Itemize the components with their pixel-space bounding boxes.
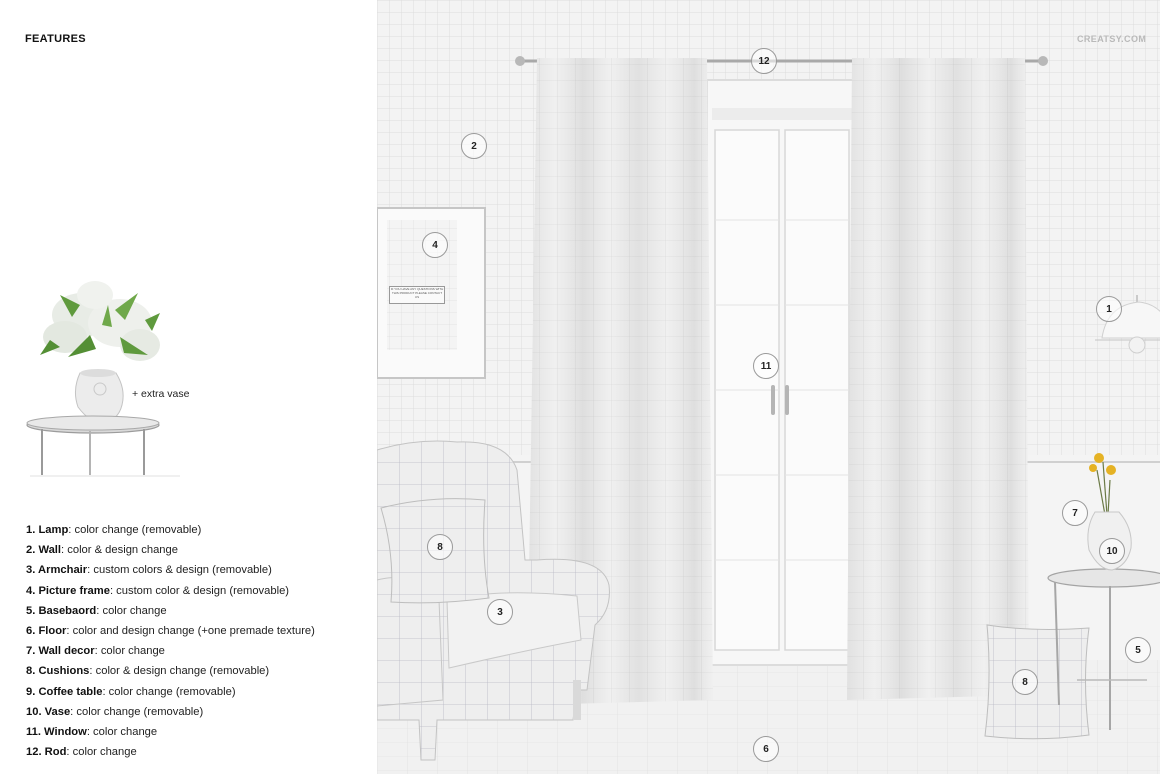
feature-item-armchair [26,560,315,580]
feature-desc: : custom colors & design (removable) [87,564,272,577]
features-title: FEATURES [25,33,86,45]
curtain-right [847,58,1029,700]
feature-name: 7. Wall decor [26,645,95,658]
feature-marker-rod: 12 [751,48,777,74]
feature-name: 12. Rod [26,746,67,759]
feature-desc: : color & design change (removable) [89,665,270,678]
feature-desc: : color change [66,746,137,759]
features-list [26,520,315,762]
feature-marker-window: 11 [753,353,779,379]
watermark: CREATSY.COM [1077,34,1147,44]
picture-frame-note: IF YOU HAVE ANY QUESTIONS WITH THIS PRODUCT PLEASE CONTACT US [389,286,445,304]
feature-desc: : color & design change [61,544,178,557]
feature-marker-picture-frame: 4 [422,232,448,258]
feature-marker-lamp: 1 [1096,296,1122,322]
feature-item-wall-decor [26,641,315,661]
feature-marker-floor: 6 [753,736,779,762]
vase [75,369,123,423]
feature-desc: : color change (removable) [70,705,204,718]
feature-item-coffee-table [26,682,315,702]
feature-name: 6. Floor [26,625,67,638]
feature-name: 4. Picture frame [26,584,110,597]
features-panel [0,0,377,774]
feature-name: 2. Wall [26,544,62,557]
feature-marker-wall: 2 [461,133,487,159]
room-illustration [377,0,1160,774]
feature-marker-baseboard: 5 [1125,637,1151,663]
extra-vase-label: + extra vase [132,388,190,400]
feature-name: 9. Coffee table [26,685,103,698]
feature-item-vase [26,702,315,722]
feature-name: 1. Lamp [26,524,69,536]
feature-desc: : color change (removable) [68,524,202,536]
feature-desc: : color change [94,645,165,658]
feature-item-cushions [26,661,315,681]
feature-name: 11. Window [26,726,87,739]
room-mockup-scene [377,0,1160,774]
feature-desc: : color and design change (+one premade texture) [66,625,315,638]
feature-name: 3. Armchair [26,564,88,577]
feature-marker-cushion-chair: 8 [427,534,453,560]
feature-item-wall [26,540,315,560]
side-table [27,416,180,476]
feature-item-lamp [26,520,315,540]
feature-desc: : color change [86,726,158,739]
extra-vase-illustration [20,265,190,480]
feature-marker-armchair: 3 [487,599,513,625]
feature-item-window [26,722,315,742]
feature-desc: : color change [96,604,167,617]
feature-item-baseboard [26,601,315,621]
lilac-bouquet [40,281,160,361]
feature-name: 10. Vase [26,705,71,718]
feature-item-floor [26,621,315,641]
feature-desc: : custom color & design (removable) [109,584,290,597]
window [707,80,857,665]
feature-marker-vase: 10 [1099,538,1125,564]
feature-desc: : color change (removable) [102,685,236,698]
feature-marker-wall-decor: 7 [1062,500,1088,526]
feature-item-rod [26,742,315,762]
feature-name: 5. Basebaord [26,604,97,617]
feature-marker-cushion-floor: 8 [1012,669,1038,695]
feature-name: 8. Cushions [26,665,90,678]
feature-item-picture-frame [26,581,315,601]
